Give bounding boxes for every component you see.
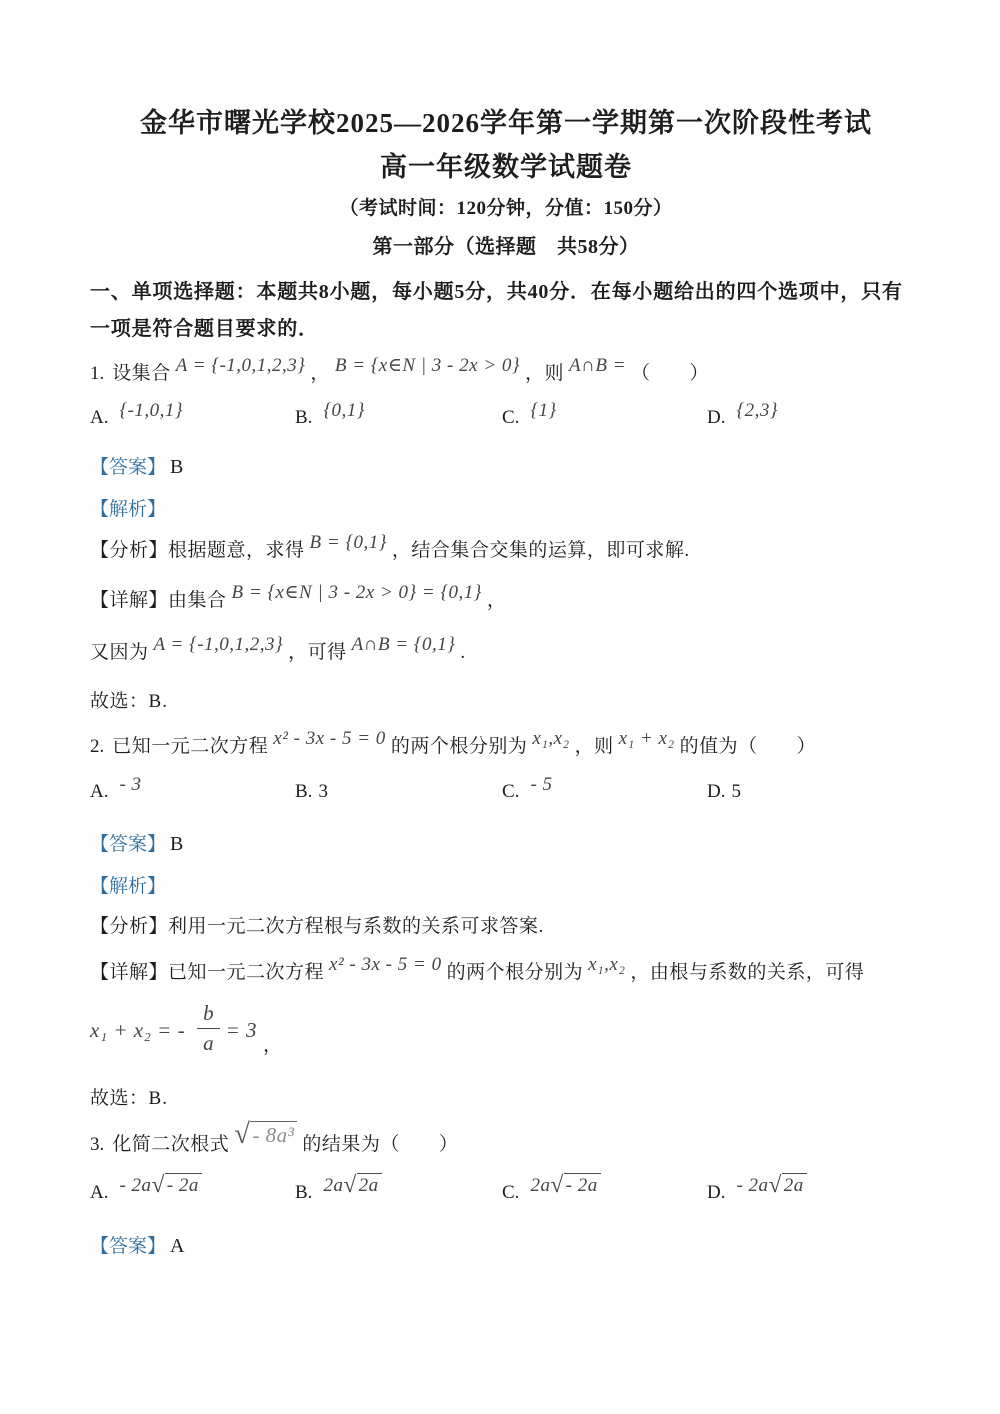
q1-detail-line-2 bbox=[90, 631, 922, 675]
q2-option-b-label: B. bbox=[295, 781, 313, 802]
q2-option-c bbox=[502, 773, 707, 811]
q3-option-c-value bbox=[530, 1172, 600, 1198]
q2-conclusion-value: B. bbox=[148, 1088, 168, 1109]
q1-analysis-label-line bbox=[90, 497, 922, 523]
q2-analysis-label: 【解析】 bbox=[90, 876, 167, 897]
question-2-stem bbox=[90, 725, 922, 769]
q1-detail-text-2: ， bbox=[486, 590, 507, 611]
q1-option-b-value: {0,1} bbox=[323, 400, 365, 421]
q3-option-b bbox=[295, 1170, 502, 1215]
q3-option-b-radicand: 2a bbox=[357, 1173, 382, 1196]
q2-detail-line bbox=[90, 952, 922, 994]
instructions bbox=[90, 274, 922, 348]
exam-subtitle: 高一年级数学试题卷 bbox=[380, 152, 632, 182]
q1-detail2-text-3: . bbox=[460, 642, 466, 663]
q2-option-a bbox=[90, 773, 295, 811]
q2-detail-text-2: 的两个根分别为 bbox=[446, 962, 584, 983]
sqrt-sign: √ bbox=[768, 1172, 782, 1198]
q1-text-1: 设集合 bbox=[112, 363, 171, 384]
q3-option-c bbox=[502, 1170, 707, 1215]
q1-option-d-value: {2,3} bbox=[736, 400, 778, 421]
q3-option-d bbox=[707, 1170, 922, 1215]
q1-paren: （ ） bbox=[631, 363, 710, 384]
math-intersection-result: A∩B = {0,1} bbox=[351, 634, 456, 655]
q3-option-b-sqrt bbox=[343, 1163, 381, 1208]
instructions-line1: 一、单项选择题：本题共8小题，每小题5分，共40分．在每小题给出的四个选项中，只有 bbox=[90, 281, 903, 303]
q3-paren: （ ） bbox=[380, 1134, 459, 1155]
q2-option-d-label: D. bbox=[707, 781, 726, 802]
q3-text-1: 化简二次根式 bbox=[112, 1134, 230, 1155]
math-roots-2: x₁,x₂ bbox=[588, 954, 626, 975]
q3-option-a-coef: - 2a bbox=[119, 1175, 152, 1196]
q3-option-d-value bbox=[736, 1172, 806, 1198]
q1-option-a-label: A. bbox=[90, 407, 109, 428]
sqrt-radicand: - 8a³ bbox=[250, 1121, 297, 1147]
q2-option-d-value: 5 bbox=[731, 781, 742, 802]
math-roots-sum: x₁ + x₂ bbox=[618, 728, 675, 749]
q1-method-line bbox=[90, 531, 922, 571]
q2-conclusion-line bbox=[90, 1086, 922, 1112]
math-set-a-again: A = {-1,0,1,2,3} bbox=[153, 634, 284, 655]
q3-option-a bbox=[90, 1170, 295, 1215]
math-set-b-result: B = {0,1} bbox=[309, 532, 387, 553]
q3-option-d-coef: - 2a bbox=[736, 1175, 769, 1196]
q3-option-c-coef: 2a bbox=[530, 1175, 551, 1196]
q3-option-b-label: B. bbox=[295, 1182, 313, 1203]
q3-option-d-radicand: 2a bbox=[782, 1173, 807, 1196]
q2-text-2: 的两个根分别为 bbox=[390, 736, 528, 757]
q1-option-d-label: D. bbox=[707, 407, 726, 428]
q2-conclusion-label: 故选： bbox=[90, 1088, 149, 1109]
q2-detail-label: 【详解】 bbox=[90, 962, 169, 983]
instructions-line2: 一项是符合题目要求的． bbox=[90, 318, 319, 340]
q3-option-c-radicand: - 2a bbox=[564, 1173, 601, 1196]
q1-detail2-text-1: 又因为 bbox=[90, 642, 149, 663]
sqrt-sign: √ bbox=[550, 1172, 564, 1198]
q1-detail2-text-2: ，可得 bbox=[288, 642, 347, 663]
math-set-b-full: B = {x∈N | 3 - 2x > 0} = {0,1} bbox=[231, 582, 482, 603]
q3-option-b-coef: 2a bbox=[323, 1175, 344, 1196]
q1-conclusion-value: B. bbox=[148, 691, 168, 712]
q2-option-c-value: - 5 bbox=[530, 774, 553, 795]
q2-method-label: 【分析】 bbox=[90, 916, 169, 937]
q1-number: 1. bbox=[90, 363, 105, 384]
q1-option-a-value: {-1,0,1} bbox=[119, 400, 184, 421]
q1-method-text-2: ，结合集合交集的运算，即可求解. bbox=[391, 540, 690, 561]
q2-formula-comma: ， bbox=[263, 1035, 283, 1056]
q3-option-d-sqrt bbox=[769, 1163, 807, 1208]
q1-option-b-label: B. bbox=[295, 407, 313, 428]
q2-options bbox=[90, 773, 922, 811]
q2-formula-line bbox=[90, 1002, 922, 1058]
q2-method-line bbox=[90, 914, 922, 940]
math-roots: x₁,x₂ bbox=[532, 728, 570, 749]
q1-detail-label: 【详解】 bbox=[90, 590, 169, 611]
question-3-stem bbox=[90, 1120, 922, 1168]
q1-method-text-1: 根据题意，求得 bbox=[168, 540, 305, 561]
q3-option-a-radicand: - 2a bbox=[165, 1173, 202, 1196]
q2-answer-label: 【答案】 bbox=[90, 834, 167, 855]
q1-text-2: ，则 bbox=[525, 363, 565, 384]
math-set-a: A = {-1,0,1,2,3} bbox=[175, 355, 306, 376]
q2-answer-value: B bbox=[170, 833, 184, 855]
q3-option-a-label: A. bbox=[90, 1182, 109, 1203]
q3-answer-line bbox=[90, 1233, 922, 1260]
q1-option-c-value: {1} bbox=[530, 400, 557, 421]
q3-number: 3. bbox=[90, 1134, 105, 1155]
sqrt-sign: √ bbox=[343, 1172, 357, 1198]
q1-option-b bbox=[295, 398, 502, 438]
math-quadratic-equation-2: x² - 3x - 5 = 0 bbox=[329, 954, 442, 975]
q1-conclusion-line bbox=[90, 689, 922, 715]
q3-option-c-sqrt bbox=[550, 1163, 600, 1208]
q2-option-d bbox=[707, 773, 922, 811]
q1-option-c bbox=[502, 398, 707, 438]
question-1-stem bbox=[90, 352, 922, 396]
q3-options bbox=[90, 1170, 922, 1215]
q3-option-c-label: C. bbox=[502, 1182, 520, 1203]
math-radical-expression bbox=[234, 1119, 297, 1150]
sqrt-expression bbox=[234, 1112, 297, 1158]
q1-option-c-label: C. bbox=[502, 407, 520, 428]
math-sum-rhs: = 3 bbox=[225, 1018, 257, 1042]
section-header: 第一部分（选择题 共58分） bbox=[372, 236, 640, 258]
q1-option-d bbox=[707, 398, 922, 438]
q2-option-a-label: A. bbox=[90, 781, 109, 802]
q1-answer-value: B bbox=[170, 456, 184, 478]
sqrt-sign: √ bbox=[234, 1119, 251, 1150]
q3-option-b-value bbox=[323, 1172, 381, 1198]
q1-answer-label: 【答案】 bbox=[90, 457, 167, 478]
math-quadratic-equation: x² - 3x - 5 = 0 bbox=[273, 728, 386, 749]
q2-detail-text-3: ，由根与系数的关系，可得 bbox=[630, 962, 865, 983]
sqrt-sign: √ bbox=[151, 1172, 165, 1198]
q3-answer-label: 【答案】 bbox=[90, 1236, 167, 1257]
q2-option-b bbox=[295, 773, 502, 811]
q3-text-2: 的结果为 bbox=[302, 1134, 381, 1155]
q1-detail-line bbox=[90, 579, 922, 623]
q2-text-1: 已知一元二次方程 bbox=[112, 736, 269, 757]
q3-answer-value: A bbox=[170, 1235, 185, 1257]
q1-detail-text-1: 由集合 bbox=[168, 590, 227, 611]
math-sum-lhs: x₁ + x₂ = - bbox=[90, 1018, 186, 1042]
q1-option-a bbox=[90, 398, 295, 438]
q1-answer-line bbox=[90, 454, 922, 481]
q2-method-text: 利用一元二次方程根与系数的关系可求答案. bbox=[168, 916, 544, 937]
exam-info: （考试时间：120分钟，分值：150分） bbox=[339, 198, 673, 219]
q3-option-d-label: D. bbox=[707, 1182, 726, 1203]
q2-analysis-label-line bbox=[90, 874, 922, 900]
q1-options bbox=[90, 398, 922, 438]
q3-option-a-sqrt bbox=[152, 1163, 202, 1208]
q2-text-4: 的值为 bbox=[679, 736, 739, 757]
q2-number: 2. bbox=[90, 736, 105, 757]
math-set-b: B = {x∈N | 3 - 2x > 0} bbox=[334, 355, 520, 376]
fraction-denominator: a bbox=[203, 1030, 214, 1055]
q1-conclusion-label: 故选： bbox=[90, 691, 149, 712]
page-title: 金华市曙光学校2025—2026学年第一学期第一次阶段性考试 bbox=[140, 108, 872, 138]
q3-option-a-value bbox=[119, 1172, 201, 1198]
q2-answer-line bbox=[90, 831, 922, 858]
math-intersection: A∩B = bbox=[569, 355, 627, 376]
q1-punct-1: ， bbox=[310, 363, 330, 384]
q2-option-c-label: C. bbox=[502, 781, 520, 802]
q2-text-3: ，则 bbox=[574, 736, 614, 757]
fraction-numerator: b bbox=[197, 1002, 220, 1028]
q2-option-a-value: - 3 bbox=[119, 774, 142, 795]
q2-detail-text-1: 已知一元二次方程 bbox=[168, 962, 325, 983]
q1-method-label: 【分析】 bbox=[90, 540, 169, 561]
q2-option-b-value: 3 bbox=[318, 781, 329, 802]
fraction-b-over-a bbox=[197, 1002, 220, 1053]
q1-analysis-label: 【解析】 bbox=[90, 499, 167, 520]
q2-paren: （ ） bbox=[738, 736, 817, 757]
